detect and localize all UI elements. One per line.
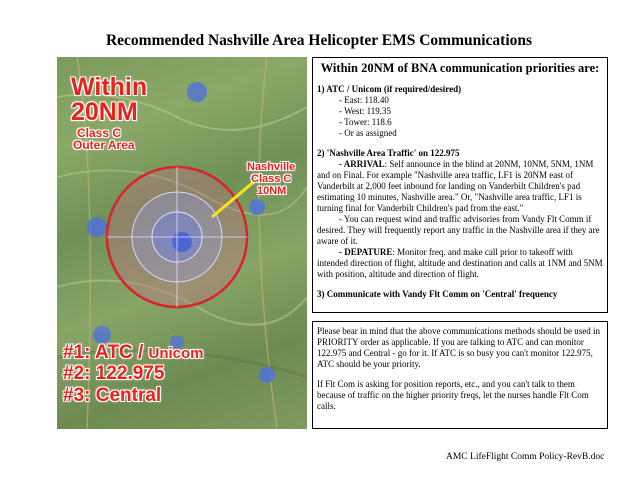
map-priority-1-unicom: Unicom [148, 345, 204, 362]
notes-paragraph-2: If Flt Com is asking for position reports, etc., and you can't talk to them because of traffic on the higher priority freqs, let the nurses handle Flt Com calls. [317, 379, 589, 411]
freq-tower: - Tower: 118.6 [339, 117, 392, 127]
priorities-heading: Within 20NM of BNA communication priorities are: [320, 61, 600, 75]
arrival-paragraph [317, 159, 603, 214]
section-3-title: 3) Communicate with Vandy Flt Comm on 'Central' frequency [317, 289, 558, 299]
arrival-text: : Self announce in the blind at 20NM, 10NM, 5NM, 1NM and on Final. For example "Nashville area traffic, LF1 is 20NM east of Vanderbilt at 2,000 feet inbound for landing on Vanderbilt Children's pad estimating 10 minutes, Nashville area." Or, "Nashville area traffic, LF1 is turning final for Vanderbilt Children's pad from the east." [317, 159, 594, 213]
map-priority-1 [63, 343, 204, 364]
departure-text: : Monitor freq. and make call prior to takeoff with intended direction of flight, altitude and destination and calls at 1NM and 5NM with position, altitude and direction of flight. [317, 247, 603, 279]
arrival-label: - ARRIVAL [339, 159, 385, 169]
map-priority-3: #3: Central [63, 385, 162, 406]
freq-assigned: - Or as assigned [339, 128, 397, 138]
map-label-class-c: Class C [77, 126, 122, 140]
section-2-title: 2) 'Nashville Area Traffic' on 122.975 [317, 148, 460, 158]
departure-paragraph [317, 247, 603, 280]
freq-east: - East: 118.40 [339, 95, 389, 105]
map-label-10nm: 10NM [257, 185, 287, 197]
departure-label: - DEPATURE [339, 247, 393, 257]
map-label-nashville-class-c: Class C [251, 173, 292, 185]
map-priority-1-text: #1: ATC / [63, 342, 144, 363]
wind-paragraph: - You can request wind and traffic advisories from Vandy Flt Comm if desired. They will frequently report any traffic in the Nashville area if they are aware of it. [317, 214, 600, 246]
airspace-map [57, 57, 307, 429]
notes-paragraph-1: Please bear in mind that the above communications methods should be used in PRIORITY order as applicable. If you are talking to ATC and can monitor 122.975 and Central - go for it. If ATC is so busy you can't monitor 122.975, ATC should be your priority. [317, 326, 600, 369]
priorities-box [312, 57, 608, 313]
document-footer: AMC LifeFlight Comm Policy-RevB.doc [446, 452, 605, 462]
map-priority-2: #2: 122.975 [63, 363, 165, 384]
section-1-title: 1) ATC / Unicom (if required/desired) [317, 84, 462, 94]
freq-west: - West: 119.35 [339, 106, 392, 116]
notes-box [312, 321, 608, 429]
map-label-20nm: 20NM [71, 98, 138, 126]
map-label-within: Within [71, 73, 148, 101]
map-label-outer-area: Outer Area [73, 138, 135, 152]
page-title: Recommended Nashville Area Helicopter EMS Communications [105, 32, 533, 49]
map-label-nashville: Nashville [247, 161, 296, 173]
